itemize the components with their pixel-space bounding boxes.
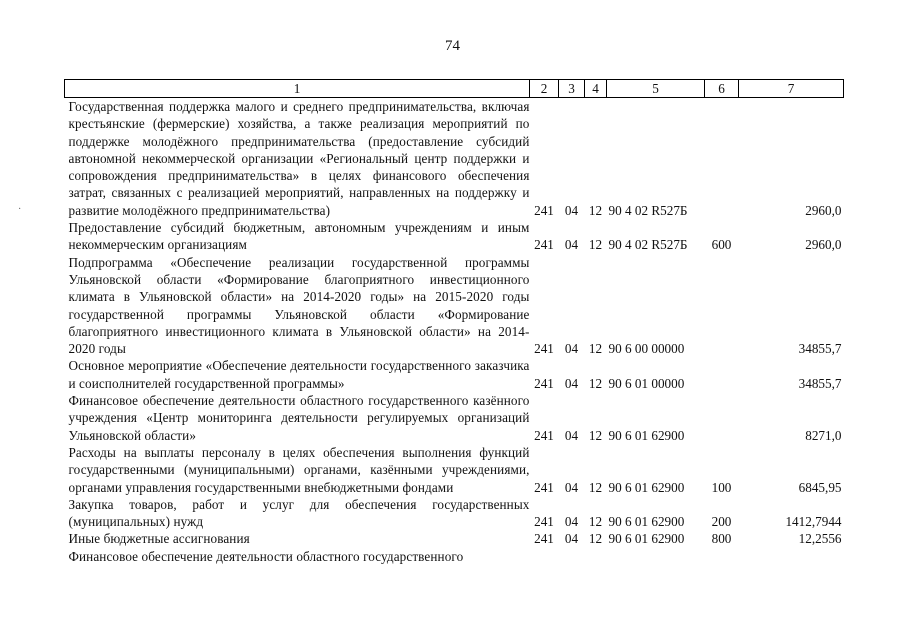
header-col-7: 7 — [739, 80, 844, 98]
row-subsection-code: 12 — [588, 202, 603, 218]
row-subsection-code: 12 — [588, 514, 603, 530]
row-target-article: 90 6 00 00000 — [608, 341, 685, 357]
row-name: Финансовое обеспечение деятельности областного государственного казённого учреждения «Центр мониторинга деятельности регулируемых организаций Ульяновской области» — [68, 393, 530, 443]
row-amount: 34855,7 — [798, 375, 842, 391]
table-row — [65, 530, 844, 547]
row-amount: 2960,0 — [805, 237, 842, 253]
row-target-article: 90 4 02 R527Б — [608, 202, 688, 218]
header-col-2: 2 — [530, 80, 559, 98]
row-target-article: 90 6 01 62900 — [608, 514, 685, 530]
row-subsection-code: 12 — [588, 427, 603, 443]
row-section-code: 04 — [564, 341, 579, 357]
table-row — [65, 254, 844, 358]
row-ministry-code: 241 — [534, 427, 554, 443]
table-row — [65, 548, 844, 565]
row-ministry-code: 241 — [534, 514, 554, 530]
row-expense-type — [705, 357, 739, 392]
row-expense-type — [705, 254, 739, 358]
row-ministry-code: 241 — [534, 341, 554, 357]
row-section-code: 04 — [564, 479, 579, 495]
table-row — [65, 496, 844, 531]
table-row — [65, 98, 844, 220]
row-section-code — [559, 548, 585, 565]
page-number: 74 — [445, 38, 460, 54]
row-expense-type: 100 — [711, 479, 732, 495]
row-section-code: 04 — [564, 237, 579, 253]
row-name: Расходы на выплаты персоналу в целях обеспечения выполнения функций государственными (муниципальными) органами, казёнными учреждениями, органами управления государственными внебюджетными фондами — [68, 444, 530, 495]
row-expense-type: 800 — [711, 531, 732, 547]
row-ministry-code: 241 — [534, 202, 554, 218]
row-target-article: 90 6 01 62900 — [608, 427, 685, 443]
row-amount: 2960,0 — [805, 202, 842, 218]
row-ministry-code: 241 — [534, 479, 554, 495]
row-subsection-code: 12 — [588, 341, 603, 357]
row-name: Подпрограмма «Обеспечение реализации государственной программы Ульяновской области «Формирование благоприятного инвестиционного климата в Ульяновской области» на 2014-2020 годы» на 2015-2020 годы государственной программы Ульяновской области «Формирование благоприятного инвестиционного климата в Ульяновской области» на 2014-2020 годы — [68, 254, 530, 357]
row-name: Финансовое обеспечение деятельности областного государственного — [68, 548, 464, 564]
header-col-5: 5 — [607, 80, 705, 98]
row-amount: 12,2556 — [798, 531, 842, 547]
table-row — [65, 357, 844, 392]
row-target-article: 90 6 01 62900 — [608, 479, 685, 495]
budget-table — [64, 79, 844, 565]
table-row — [65, 444, 844, 496]
row-target-article: 90 6 01 62900 — [608, 531, 685, 547]
row-subsection-code: 12 — [588, 479, 603, 495]
row-section-code: 04 — [564, 202, 579, 218]
row-amount: 1412,7944 — [785, 514, 842, 530]
row-name: Предоставление субсидий бюджетным, автономным учреждениям и иным некоммерческим организациям — [68, 220, 530, 253]
row-name: Закупка товаров, работ и услуг для обеспечения государственных (муниципальных) нужд — [68, 496, 530, 530]
row-section-code: 04 — [564, 531, 579, 547]
row-amount — [739, 548, 844, 565]
scan-speck: · — [18, 204, 22, 215]
header-col-3: 3 — [559, 80, 585, 98]
row-ministry-code: 241 — [534, 375, 554, 391]
row-ministry-code — [530, 548, 559, 565]
header-col-4: 4 — [585, 80, 607, 98]
row-target-article: 90 6 01 00000 — [608, 375, 685, 391]
table-row — [65, 392, 844, 444]
row-subsection-code: 12 — [588, 375, 603, 391]
row-amount: 8271,0 — [805, 427, 842, 443]
row-subsection-code: 12 — [588, 531, 603, 547]
header-col-6: 6 — [705, 80, 739, 98]
row-section-code: 04 — [564, 375, 579, 391]
row-ministry-code: 241 — [534, 237, 554, 253]
row-target-article: 90 4 02 R527Б — [608, 237, 688, 253]
table-row — [65, 219, 844, 254]
row-expense-type — [705, 548, 739, 565]
row-name: Иные бюджетные ассигнования — [68, 531, 250, 547]
row-amount: 34855,7 — [798, 341, 842, 357]
row-subsection-code: 12 — [588, 237, 603, 253]
row-ministry-code: 241 — [534, 531, 554, 547]
row-name: Основное мероприятие «Обеспечение деятельности государственного заказчика и соисполнителей государственной программы» — [68, 358, 530, 391]
table-header-row — [65, 80, 844, 98]
row-expense-type — [705, 98, 739, 220]
row-target-article — [607, 548, 705, 565]
row-expense-type — [705, 392, 739, 444]
header-col-1: 1 — [65, 80, 530, 98]
row-expense-type: 200 — [711, 514, 732, 530]
row-name: Государственная поддержка малого и среднего предпринимательства, включая крестьянские (фермерские) хозяйства, а также реализация мероприятий по поддержке молодёжного предпринимательства (предоставление субсидий автономной некоммерческой организации «Региональный центр поддержки и сопровождения предпринимательства» в целях финансового обеспечения затрат, связанных с реализацией мероприятий, направленных на поддержку и развитие молодёжного предпринимательства) — [68, 99, 530, 218]
row-section-code: 04 — [564, 427, 579, 443]
row-expense-type: 600 — [711, 237, 732, 253]
row-subsection-code — [585, 548, 607, 565]
row-amount: 6845,95 — [798, 479, 842, 495]
row-section-code: 04 — [564, 514, 579, 530]
